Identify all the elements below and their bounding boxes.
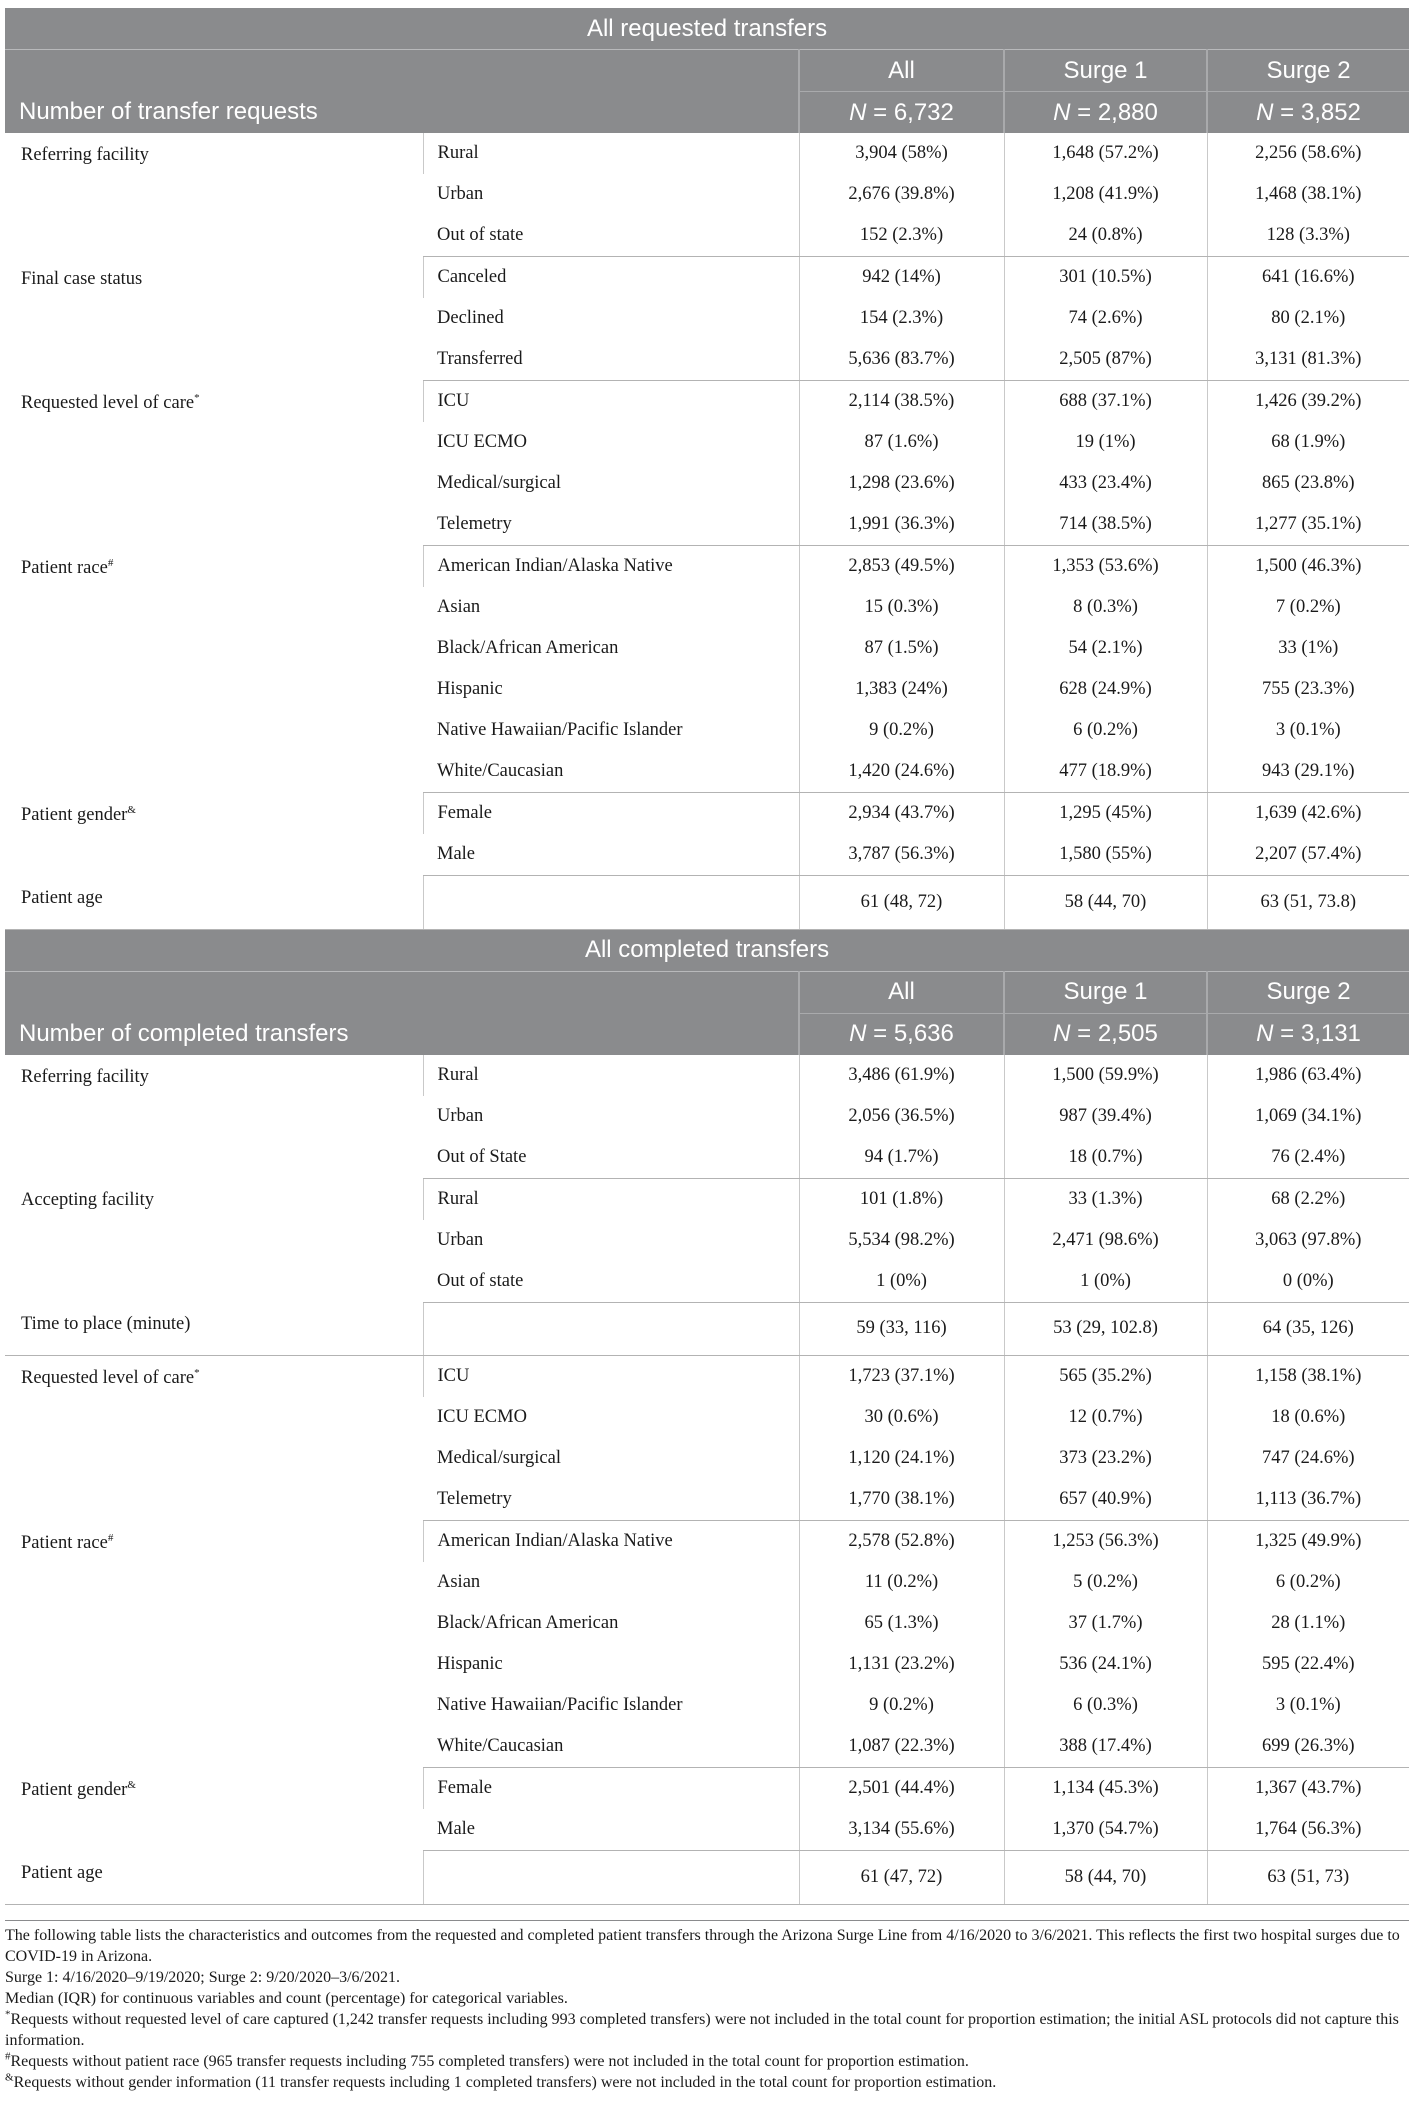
category-label: Telemetry [423, 1479, 799, 1521]
cell-value: 1,069 (34.1%) [1207, 1096, 1409, 1137]
cell-value: 6 (0.2%) [1004, 710, 1207, 751]
category-label: Asian [437, 597, 481, 617]
cell-value: 1,648 (57.2%) [1004, 133, 1207, 174]
cell-value: 24 (0.8%) [1004, 215, 1207, 257]
cell-value: 388 (17.4%) [1004, 1726, 1207, 1768]
footnote-text: The following table lists the characteristics and outcomes from the requested and completed patient transfers through the Arizona Surge Line from 4/16/2020 to 3/6/2021. This reflects the first two hospital surges due to COVID-19 in Arizona. [5, 1927, 1400, 1965]
variable-text: Time to place (minute) [21, 1314, 191, 1334]
cell-value: 0 (0%) [1207, 1261, 1409, 1303]
category-label: White/Caucasian [423, 1726, 799, 1768]
cell-value: 19 (1%) [1004, 422, 1207, 463]
variable-text: Referring facility [21, 145, 149, 165]
cell-value: 1,113 (36.7%) [1207, 1479, 1409, 1521]
category-label: Native Hawaiian/Pacific Islander [437, 720, 683, 740]
cell-value: 688 (37.1%) [1004, 381, 1207, 423]
cell-value: 11 (0.2%) [799, 1562, 1004, 1603]
variable-label [5, 546, 423, 793]
count-value: N = 3,131 [1207, 1013, 1409, 1055]
column-header: All [799, 971, 1004, 1013]
table-row [5, 546, 1409, 588]
footnote [5, 1925, 1409, 1967]
cell-value: 1,353 (53.6%) [1004, 546, 1207, 588]
count-row [5, 92, 1409, 134]
cell-value: 2,501 (44.4%) [799, 1768, 1004, 1810]
cell-value: 2,471 (98.6%) [1004, 1220, 1207, 1261]
cell-value: 1,383 (24%) [799, 669, 1004, 710]
cell-value: 6 (0.2%) [1207, 1562, 1409, 1603]
cell-value: 3,063 (97.8%) [1207, 1220, 1409, 1261]
category-label: Male [423, 1809, 799, 1851]
cell-value: 2,676 (39.8%) [799, 174, 1004, 215]
cell-value: 74 (2.6%) [1004, 298, 1207, 339]
cell-value: 987 (39.4%) [1004, 1096, 1207, 1137]
cell-value: 1,367 (43.7%) [1207, 1768, 1409, 1810]
footnote-mark: * [194, 391, 200, 404]
footnote-text: Surge 1: 4/16/2020–9/19/2020; Surge 2: 9/20/2020–3/6/2021. [5, 1969, 400, 1986]
cell-value: 2,853 (49.5%) [799, 546, 1004, 588]
table-row [5, 381, 1409, 423]
variable-label [5, 1768, 423, 1851]
cell-value: 477 (18.9%) [1004, 751, 1207, 793]
cell-value: 15 (0.3%) [799, 587, 1004, 628]
cell-value: 12 (0.7%) [1004, 1397, 1207, 1438]
cell-value: 1,131 (23.2%) [799, 1644, 1004, 1685]
cell-value: 63 (51, 73) [1207, 1851, 1409, 1905]
variable-text: Patient age [21, 887, 103, 908]
cell-value: 76 (2.4%) [1207, 1137, 1409, 1179]
table-row [5, 1356, 1409, 1398]
cell-value: 747 (24.6%) [1207, 1438, 1409, 1479]
cell-value: 1,986 (63.4%) [1207, 1055, 1409, 1096]
variable-label [5, 1521, 423, 1768]
cell-value: 628 (24.9%) [1004, 669, 1207, 710]
column-header: All [799, 50, 1004, 92]
cell-value: 1,087 (22.3%) [799, 1726, 1004, 1768]
n-symbol: N [1256, 98, 1274, 126]
category-label: American Indian/Alaska Native [423, 1521, 799, 1563]
cell-value: 1,420 (24.6%) [799, 751, 1004, 793]
category-label [423, 1302, 799, 1356]
table-row [5, 1768, 1409, 1810]
count-value: N = 6,732 [799, 92, 1004, 134]
category-label [423, 1851, 799, 1905]
cell-value: 2,256 (58.6%) [1207, 133, 1409, 174]
variable-label [5, 1356, 423, 1521]
category-label: White/Caucasian [423, 751, 799, 793]
cell-value: 714 (38.5%) [1004, 504, 1207, 546]
footnote-mark: * [5, 2008, 11, 2021]
category-label: Male [423, 834, 799, 876]
footnote-text: Requests without patient race (965 transfer requests including 755 completed transfers) were not included in the total count for proportion estimation. [10, 2053, 969, 2070]
footnote-mark: & [127, 1778, 136, 1791]
footnote [5, 2009, 1409, 2051]
variable-label [5, 133, 423, 257]
cell-value: 1,120 (24.1%) [799, 1438, 1004, 1479]
cell-value: 58 (44, 70) [1004, 1851, 1207, 1905]
cell-value: 373 (23.2%) [1004, 1438, 1207, 1479]
variable-text: Referring facility [21, 1066, 149, 1087]
cell-value: 87 (1.5%) [799, 628, 1004, 669]
column-header: Surge 2 [1207, 971, 1409, 1013]
footnote [5, 1967, 1409, 1988]
cell-value: 1,500 (46.3%) [1207, 546, 1409, 588]
category-label: Hispanic [437, 1654, 503, 1674]
footnote [5, 2051, 1409, 2072]
cell-value: 1,770 (38.1%) [799, 1479, 1004, 1521]
n-number: 5,636 [893, 1020, 954, 1047]
count-value: N = 2,880 [1004, 92, 1207, 134]
cell-value: 2,056 (36.5%) [799, 1096, 1004, 1137]
cell-value: 1,764 (56.3%) [1207, 1809, 1409, 1851]
footnote-text: Requests without gender information (11 transfer requests including 1 completed transfers) were not included in the total count for proportion estimation. [13, 2074, 997, 2091]
section-title: All completed transfers [5, 929, 1409, 971]
cell-value: 943 (29.1%) [1207, 751, 1409, 793]
cell-value: 5,534 (98.2%) [799, 1220, 1004, 1261]
cell-value: 755 (23.3%) [1207, 669, 1409, 710]
count-label: Number of completed transfers [5, 1013, 799, 1055]
n-number: 2,505 [1097, 1020, 1158, 1047]
variable-text: Requested level of care [21, 1368, 195, 1388]
variable-label [5, 1851, 423, 1905]
variable-label [5, 1055, 423, 1179]
cell-value: 80 (2.1%) [1207, 298, 1409, 339]
cell-value: 1,158 (38.1%) [1207, 1356, 1409, 1398]
count-value: N = 3,852 [1207, 92, 1409, 134]
count-row [5, 1013, 1409, 1055]
category-label: Urban [437, 1229, 484, 1250]
footnote-mark: & [127, 803, 136, 816]
cell-value: 61 (48, 72) [799, 876, 1004, 930]
cell-value: 3,787 (56.3%) [799, 834, 1004, 876]
cell-value: 9 (0.2%) [799, 710, 1004, 751]
n-symbol: N [1256, 1020, 1274, 1047]
cell-value: 68 (2.2%) [1207, 1178, 1409, 1220]
cell-value: 3,486 (61.9%) [799, 1055, 1004, 1096]
column-header-spacer [5, 971, 799, 1013]
cell-value: 154 (2.3%) [799, 298, 1004, 339]
cell-value: 53 (29, 102.8) [1004, 1302, 1207, 1356]
count-value: N = 5,636 [799, 1013, 1004, 1055]
cell-value: 2,114 (38.5%) [799, 381, 1004, 423]
category-label: Female [423, 793, 799, 835]
table-row [5, 876, 1409, 930]
cell-value: 28 (1.1%) [1207, 1603, 1409, 1644]
cell-value: 1,426 (39.2%) [1207, 381, 1409, 423]
cell-value: 1,370 (54.7%) [1004, 1809, 1207, 1851]
cell-value: 1,208 (41.9%) [1004, 174, 1207, 215]
cell-value: 1,253 (56.3%) [1004, 1521, 1207, 1563]
cell-value: 128 (3.3%) [1207, 215, 1409, 257]
n-number: 3,131 [1300, 1020, 1361, 1047]
count-value: N = 2,505 [1004, 1013, 1207, 1055]
category-label: Out of state [423, 215, 799, 257]
cell-value: 595 (22.4%) [1207, 1644, 1409, 1685]
cell-value: 94 (1.7%) [799, 1137, 1004, 1179]
category-label: Asian [437, 1572, 481, 1592]
section-title-row [5, 929, 1409, 971]
variable-text: Patient gender [21, 804, 128, 825]
cell-value: 942 (14%) [799, 257, 1004, 299]
table-row [5, 1178, 1409, 1220]
table-row [5, 1851, 1409, 1905]
cell-value: 58 (44, 70) [1004, 876, 1207, 930]
variable-text: Final case status [21, 268, 143, 289]
variable-text: Patient gender [21, 1779, 128, 1800]
category-label: Declined [437, 308, 504, 328]
cell-value: 433 (23.4%) [1004, 463, 1207, 504]
table-row [5, 133, 1409, 174]
cell-value: 1 (0%) [1004, 1261, 1207, 1303]
table-row [5, 1055, 1409, 1096]
footnote-mark: # [5, 2050, 11, 2063]
variable-label [5, 257, 423, 381]
variable-text: Requested level of care [21, 392, 195, 413]
cell-value: 641 (16.6%) [1207, 257, 1409, 299]
count-label: Number of transfer requests [5, 92, 799, 134]
cell-value: 87 (1.6%) [799, 422, 1004, 463]
cell-value: 657 (40.9%) [1004, 1479, 1207, 1521]
n-symbol: N [849, 98, 867, 126]
transfers-table [5, 8, 1409, 1905]
cell-value: 3,134 (55.6%) [799, 1809, 1004, 1851]
category-label: Urban [437, 1105, 484, 1126]
category-label: ICU [423, 381, 799, 423]
column-header-spacer [5, 50, 799, 92]
section-title: All requested transfers [5, 8, 1409, 50]
cell-value: 699 (26.3%) [1207, 1726, 1409, 1768]
category-label: Out of state [423, 1261, 799, 1303]
table-footnotes [5, 1920, 1409, 2093]
variable-label [5, 793, 423, 876]
cell-value: 5 (0.2%) [1004, 1562, 1207, 1603]
category-label: Female [423, 1768, 799, 1810]
column-header: Surge 1 [1004, 50, 1207, 92]
variable-label [5, 876, 423, 930]
cell-value: 1,580 (55%) [1004, 834, 1207, 876]
footnote-mark: * [194, 1366, 200, 1379]
category-label: Black/African American [437, 638, 619, 658]
cell-value: 18 (0.6%) [1207, 1397, 1409, 1438]
cell-value: 33 (1%) [1207, 628, 1409, 669]
footnote-mark: # [107, 556, 114, 569]
n-symbol: N [1053, 98, 1071, 126]
cell-value: 63 (51, 73.8) [1207, 876, 1409, 930]
category-label: Rural [423, 1055, 799, 1096]
footnote-text: Requests without requested level of care captured (1,242 transfer requests including 993 completed transfers) were not included in the total count for proportion estimation; the initial ASL protocols did not capture this information. [5, 2011, 1399, 2049]
variable-label [5, 381, 423, 546]
category-label: Out of State [423, 1137, 799, 1179]
cell-value: 3 (0.1%) [1207, 1685, 1409, 1726]
cell-value: 2,578 (52.8%) [799, 1521, 1004, 1563]
category-label: Medical/surgical [437, 473, 561, 493]
cell-value: 301 (10.5%) [1004, 257, 1207, 299]
footnote-mark: & [5, 2071, 14, 2084]
table-row [5, 1302, 1409, 1356]
category-label: Telemetry [423, 504, 799, 546]
cell-value: 59 (33, 116) [799, 1302, 1004, 1356]
category-label: ICU ECMO [437, 1407, 527, 1427]
category-label: Transferred [423, 339, 799, 381]
category-label: Black/African American [437, 1613, 619, 1633]
cell-value: 1,500 (59.9%) [1004, 1055, 1207, 1096]
cell-value: 1,325 (49.9%) [1207, 1521, 1409, 1563]
cell-value: 101 (1.8%) [799, 1178, 1004, 1220]
cell-value: 2,505 (87%) [1004, 339, 1207, 381]
cell-value: 30 (0.6%) [799, 1397, 1004, 1438]
cell-value: 1,639 (42.6%) [1207, 793, 1409, 835]
variable-label [5, 1302, 423, 1356]
cell-value: 18 (0.7%) [1004, 1137, 1207, 1179]
variable-text: Patient age [21, 1862, 103, 1883]
category-label: ICU ECMO [437, 432, 527, 452]
category-label: Rural [423, 133, 799, 174]
cell-value: 1,468 (38.1%) [1207, 174, 1409, 215]
cell-value: 54 (2.1%) [1004, 628, 1207, 669]
category-label: Native Hawaiian/Pacific Islander [437, 1695, 683, 1715]
variable-text: Patient race [21, 1532, 108, 1553]
n-number: 6,732 [893, 98, 954, 126]
cell-value: 2,207 (57.4%) [1207, 834, 1409, 876]
cell-value: 3,904 (58%) [799, 133, 1004, 174]
category-label: Hispanic [437, 679, 503, 699]
section-title-row [5, 8, 1409, 50]
category-label: Canceled [423, 257, 799, 299]
n-symbol: N [849, 1020, 867, 1047]
cell-value: 3,131 (81.3%) [1207, 339, 1409, 381]
cell-value: 64 (35, 126) [1207, 1302, 1409, 1356]
n-number: 2,880 [1097, 98, 1158, 126]
column-header: Surge 2 [1207, 50, 1409, 92]
table-row [5, 257, 1409, 299]
cell-value: 1 (0%) [799, 1261, 1004, 1303]
cell-value: 68 (1.9%) [1207, 422, 1409, 463]
n-symbol: N [1053, 1020, 1071, 1047]
cell-value: 8 (0.3%) [1004, 587, 1207, 628]
column-header-row [5, 50, 1409, 92]
category-label: Rural [423, 1178, 799, 1220]
cell-value: 536 (24.1%) [1004, 1644, 1207, 1685]
variable-label [5, 1178, 423, 1302]
category-label [423, 876, 799, 930]
category-label: Urban [437, 184, 484, 204]
cell-value: 33 (1.3%) [1004, 1178, 1207, 1220]
cell-value: 5,636 (83.7%) [799, 339, 1004, 381]
variable-text: Accepting facility [21, 1190, 155, 1210]
category-label: ICU [423, 1356, 799, 1398]
cell-value: 1,134 (45.3%) [1004, 1768, 1207, 1810]
cell-value: 65 (1.3%) [799, 1603, 1004, 1644]
footnote [5, 2072, 1409, 2093]
cell-value: 3 (0.1%) [1207, 710, 1409, 751]
cell-value: 1,723 (37.1%) [799, 1356, 1004, 1398]
cell-value: 1,298 (23.6%) [799, 463, 1004, 504]
n-number: 3,852 [1300, 98, 1361, 126]
cell-value: 865 (23.8%) [1207, 463, 1409, 504]
cell-value: 1,277 (35.1%) [1207, 504, 1409, 546]
cell-value: 565 (35.2%) [1004, 1356, 1207, 1398]
column-header-row [5, 971, 1409, 1013]
cell-value: 9 (0.2%) [799, 1685, 1004, 1726]
footnote-text: Median (IQR) for continuous variables and count (percentage) for categorical variables. [5, 1990, 568, 2007]
cell-value: 1,295 (45%) [1004, 793, 1207, 835]
category-label: American Indian/Alaska Native [423, 546, 799, 588]
footnote [5, 1988, 1409, 2009]
table-row [5, 793, 1409, 835]
cell-value: 1,991 (36.3%) [799, 504, 1004, 546]
table-row [5, 1521, 1409, 1563]
category-label: Medical/surgical [437, 1448, 561, 1468]
cell-value: 152 (2.3%) [799, 215, 1004, 257]
cell-value: 2,934 (43.7%) [799, 793, 1004, 835]
footnote-mark: # [107, 1531, 114, 1544]
cell-value: 37 (1.7%) [1004, 1603, 1207, 1644]
cell-value: 6 (0.3%) [1004, 1685, 1207, 1726]
cell-value: 61 (47, 72) [799, 1851, 1004, 1905]
variable-text: Patient race [21, 557, 108, 578]
cell-value: 7 (0.2%) [1207, 587, 1409, 628]
column-header: Surge 1 [1004, 971, 1207, 1013]
